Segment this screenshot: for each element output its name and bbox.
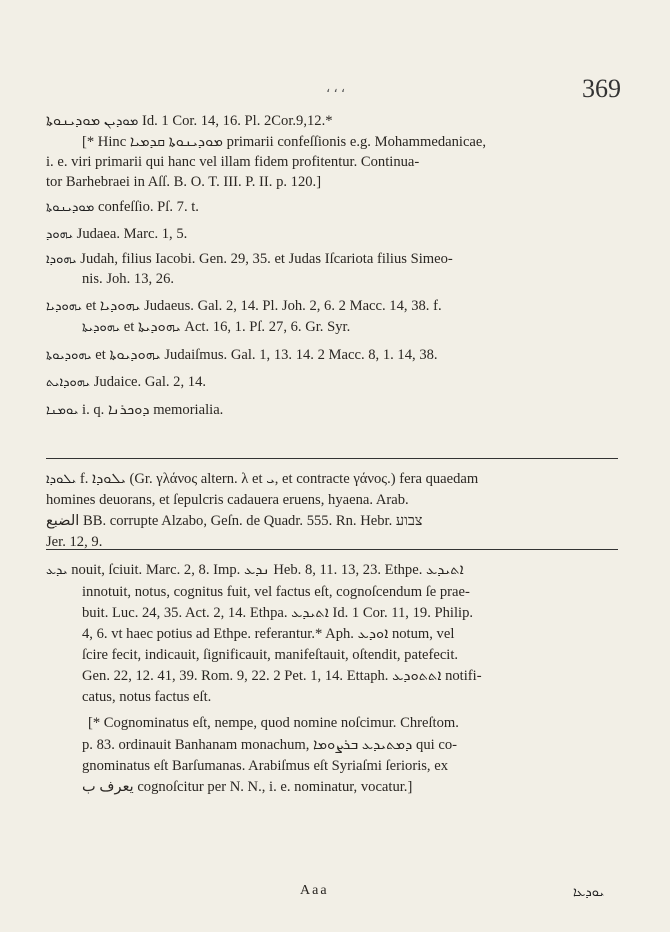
entry-text: p. 83. ordinauit Banhanam monachum, ܕܡܬܝܕܥ ܒܪܨܘܡܐ qui co- [82, 737, 457, 753]
syriac-headword: ܝܕܥ [46, 563, 68, 578]
syriac-headword: ܝܗܘܕܝܬܐ [82, 320, 121, 335]
entry-text: gnominatus eſt Barſumanas. Arabiſmus eſt Syriaſmi ſerioris, ex [82, 758, 448, 774]
entries-line [46, 346, 438, 365]
entry-text: innotuit, notus, cognitus fuit, vel factus eſt, cognoſcendum ſe prae- [82, 584, 470, 600]
block3-line [82, 736, 457, 755]
entries-line [46, 173, 321, 192]
entry-text: Jer. 12, 9. [46, 534, 103, 550]
syriac-headword: ܝܗܘܕܝܘܬܐ [46, 348, 92, 363]
entry-text: et ܝܗܘܕܝܬܐ Act. 16, 1. Pſ. 27, 6. Gr. Syr. [120, 319, 351, 335]
syriac-headword: ܝܗܘܕܝܐ [46, 299, 83, 314]
block2-line [46, 512, 423, 531]
signature-mark: Aaa [300, 883, 329, 898]
entries-line [46, 297, 442, 316]
entry-text: homines deuorans, et ſepulcris cadauera eruens, hyaena. Arab. [46, 492, 409, 508]
block3-line [82, 583, 470, 602]
block3-line [88, 714, 459, 733]
entries-line [46, 250, 453, 269]
entries-line [46, 112, 333, 131]
entries-line [82, 318, 350, 337]
entry-text: buit. Luc. 24, 35. Act. 2, 14. Ethpa. ܐܬܝܕܥ Id. 1 Cor. 11, 19. Philip. [82, 605, 474, 621]
entry-text: confeſſio. Pſ. 7. t. [94, 199, 199, 215]
entries-line [46, 401, 223, 420]
entry-text: Gen. 22, 12. 41, 39. Rom. 9, 22. 2 Pet. 1, 14. Ettaph. ܐܬܬܘܕܥ notifi- [82, 668, 482, 684]
entry-text: catus, notus factus eſt. [82, 689, 212, 705]
entry-text: et ܝܗܘܕܝܘܬܐ Judaiſmus. Gal. 1, 13. 14. 2 Macc. 8, 1. 14, 38. [91, 347, 438, 363]
catchword: ܝܘܕܥܐ [573, 885, 605, 900]
section-divider [46, 549, 618, 550]
entries-line [46, 373, 206, 392]
syriac-headword: ܝܘܡܢܐ [46, 403, 79, 418]
syriac-headword: ܝܗܘܕܐ [46, 252, 77, 267]
entry-text: i. e. viri primarii qui hanc vel illam fidem profitentur. Continua- [46, 154, 420, 170]
block3-line [82, 625, 454, 644]
header-mark: ، ، ، [326, 80, 346, 95]
entry-text: i. q. ܕܘܟܪܢܐ memorialia. [78, 402, 224, 418]
entries-line [46, 198, 199, 217]
section-divider [46, 458, 618, 459]
entry-text: [* Hinc ܡܘܕܝܢܘܬܐ ܩܕܡܝܐ primarii confeſſionis e.g. Mohammedanicae, [82, 134, 487, 150]
entries-line [82, 133, 486, 152]
syriac-headword: ܡܘܕܝܢ [103, 114, 139, 129]
block3-line [46, 561, 464, 580]
entry-text: Judah, filius Iacobi. Gen. 29, 35. et Judas Iſcariota filius Simeo- [76, 251, 453, 267]
entry-text: [* Cognominatus eſt, nempe, quod nomine noſcimur. Chreſtom. [88, 715, 459, 731]
syriac-headword: ܝܗܘܕ [46, 227, 73, 242]
page-number: 369 [582, 74, 621, 103]
entry-text: يعرف ب cognoſcitur per N. N., i. e. nominatur, vocatur.] [82, 779, 413, 795]
entry-text: f. ܝܠܘܕܐ (Gr. γλάνος altern. λ et ܝ, et contracte γάνος.) fera quaedam [76, 471, 479, 487]
entry-text: nouit, ſciuit. Marc. 2, 8. Imp. ܢܕܥ Heb. 8, 11. 13, 23. Ethpe. ܐܬܝܕܥ [67, 562, 464, 578]
block2-line [46, 470, 478, 489]
block3-line [82, 667, 482, 686]
syriac-headword: ܝܗܘܕܐܝܬ [46, 375, 91, 390]
syriac-headword: ܡܘܕܝܢܘܬܐ [46, 200, 95, 215]
entry-text: 4, 6. vt haec potius ad Ethpe. referantur.* Aph. ܐܘܕܥ notum, vel [82, 626, 455, 642]
entry-text: Judaea. Marc. 1, 5. [73, 226, 188, 242]
block3-line [82, 688, 211, 707]
entry-text: ſcire fecit, indicauit, ſignificauit, manifeſtauit, oſtendit, patefecit. [82, 647, 459, 663]
syriac-headword: ܝܠܘܕܐ [46, 472, 77, 487]
block3-line [82, 778, 412, 797]
block3-line [82, 757, 448, 776]
entry-text: nis. Joh. 13, 26. [82, 271, 175, 287]
block3-line [82, 604, 473, 623]
entry-text: الضبع BB. corrupte Alzabo, Geſn. de Quadr. 555. Rn. Hebr. צבוע [46, 513, 423, 529]
entry-text: et ܝܗܘܕܝܐ Judaeus. Gal. 2, 14. Pl. Joh. 2, 6. 2 Macc. 14, 38. f. [82, 298, 442, 314]
block2-line [46, 491, 409, 510]
entries-line [46, 153, 419, 172]
entries-line [46, 225, 187, 244]
entry-text: Judaice. Gal. 2, 14. [90, 374, 207, 390]
entries-line [82, 270, 174, 289]
entry-text: ܡܘܕܝܢܘܬܐ Id. 1 Cor. 14, 16. Pl. 2Cor.9,12.* [46, 113, 333, 129]
block3-line [82, 646, 458, 665]
entry-text: tor Barhebraei in Aſſ. B. O. T. III. P. II. p. 120.] [46, 174, 322, 190]
